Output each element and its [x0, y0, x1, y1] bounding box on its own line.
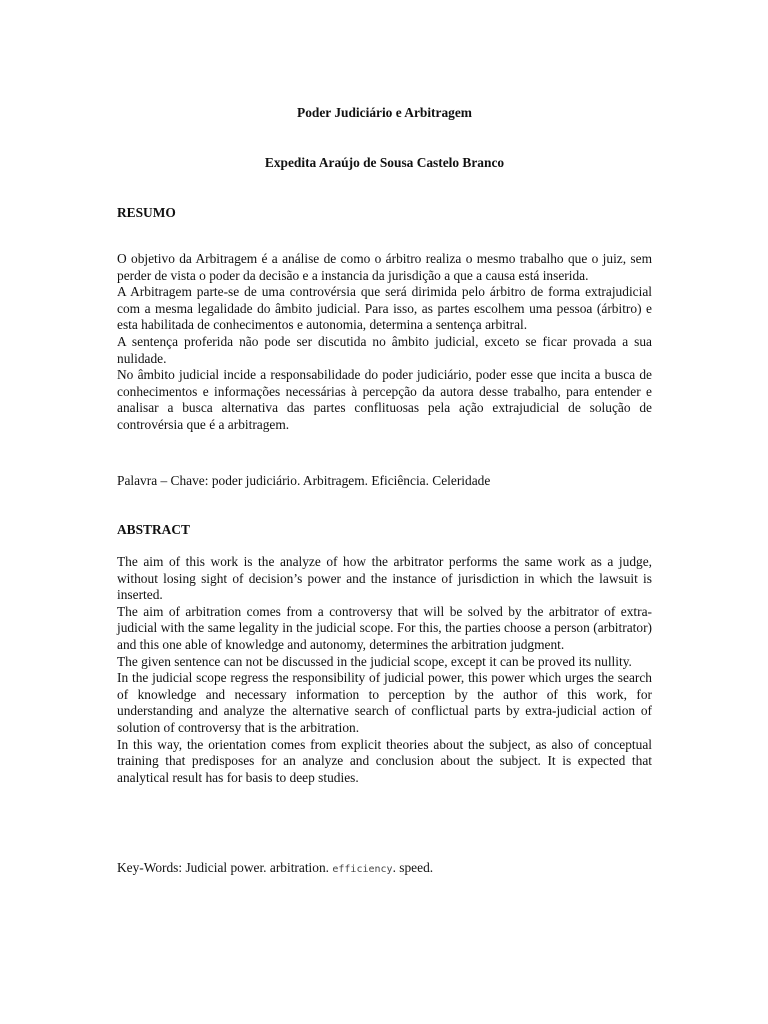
abstract-keywords-prefix: Key-Words: Judicial power. arbitration. [117, 860, 329, 875]
resumo-paragraph: O objetivo da Arbitragem é a análise de como o árbitro realiza o mesmo trabalho que o juiz, sem perder de vista o poder da decisão e a instancia da jurisdição a que a causa está inserida. [117, 251, 652, 283]
resumo-paragraph: No âmbito judicial incide a responsabilidade do poder judiciário, poder esse que incita a busca de conhecimentos e informações necessárias à percepção da autora desse trabalho, para entender e analisar a busca alternativa das partes conflituosas pela ação extrajudicial de solução de controvérsia que é a arbitragem. [117, 367, 652, 432]
resumo-heading: RESUMO [117, 205, 176, 220]
resumo-paragraph: A sentença proferida não pode ser discutida no âmbito judicial, exceto se ficar provada a sua nulidade. [117, 333, 652, 366]
abstract-paragraph: The aim of this work is the analyze of how the arbitrator performs the same work as a judge, without losing sight of decision’s power and the instance of jurisdiction in which the lawsuit is inserted. [117, 554, 652, 603]
resumo-paragraph: A Arbitragem parte-se de uma controvérsia que será dirimida pelo árbitro de forma extrajudicial com a mesma legalidade do âmbito judicial. Para isso, as partes escolhem uma pessoa (árbitro) e esta habilitada de conhecimentos e autonomia, determina a sentença arbitral. [117, 284, 652, 333]
abstract-paragraph: The given sentence can not be discussed in the judicial scope, except it can be proved its nullity. [117, 653, 632, 669]
abstract-heading: ABSTRACT [117, 522, 190, 537]
author-name: Expedita Araújo de Sousa Castelo Branco [264, 155, 505, 170]
abstract-paragraph: The aim of arbitration comes from a controversy that will be solved by the arbitrator of extra-judicial with the same legality in the judicial scope. For this, the parties choose a person (arbitrator) and this one able of knowledge and autonomy, determines the arbitration judgment. [117, 603, 652, 652]
document-title: Poder Judiciário e Arbitragem [297, 105, 472, 120]
resumo-keywords: Palavra – Chave: poder judiciário. Arbitragem. Eficiência. Celeridade [117, 473, 491, 488]
resumo-body [117, 251, 652, 434]
abstract-keywords-suffix: . speed. [392, 860, 434, 875]
abstract-keywords-mono: efficiency [332, 864, 393, 875]
abstract-paragraph: In this way, the orientation comes from explicit theories about the subject, as also of conceptual training that predisposes for an analyze and conclusion about the subject. It is expected that analytical result has for basis to deep studies. [117, 736, 652, 785]
abstract-paragraph: In the judicial scope regress the responsibility of judicial power, this power which urges the search of knowledge and necessary information to perception by the author of this work, for understanding and analyze the alternative search of conflictual parts by extra-judicial action of solution of controversy that is the arbitration. [117, 670, 652, 735]
abstract-keywords [117, 859, 652, 878]
abstract-body [117, 554, 652, 786]
